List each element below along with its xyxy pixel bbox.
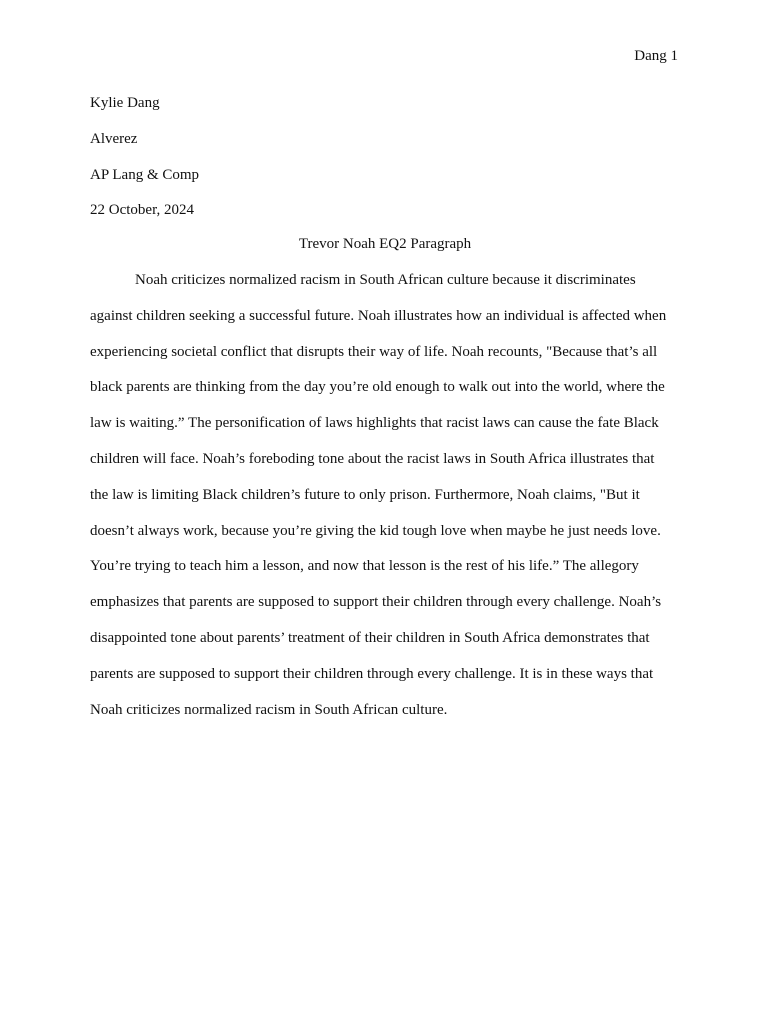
paragraph-line: emphasizes that parents are supposed to support their children through every challenge. Noah’s <box>90 594 662 611</box>
student-name: Kylie Dang <box>90 95 160 111</box>
page-header-label: Dang 1 <box>634 48 678 64</box>
paragraph-line: disappointed tone about parents’ treatment of their children in South Africa demonstrates that <box>90 629 650 646</box>
date: 22 October, 2024 <box>90 202 194 219</box>
paragraph-line: Noah criticizes normalized racism in South African culture. <box>90 701 448 718</box>
paragraph-line: Noah criticizes normalized racism in South African culture because it discriminates <box>135 272 636 288</box>
paragraph-line: parents are supposed to support their children through every challenge. It is in these ways that <box>90 665 654 682</box>
paragraph-line: black parents are thinking from the day you’re old enough to walk out into the world, where the <box>90 379 665 396</box>
paragraph-line: children will face. Noah’s foreboding tone about the racist laws in South Africa illustrates that <box>90 450 655 467</box>
paragraph-line: experiencing societal conflict that disrupts their way of life. Noah recounts, "Because that’s all <box>90 343 658 360</box>
teacher-name: Alverez <box>90 130 138 147</box>
paragraph-line: doesn’t always work, because you’re giving the kid tough love when maybe he just needs love. <box>90 522 661 539</box>
paragraph-line: You’re trying to teach him a lesson, and now that lesson is the rest of his life.” The allegory <box>90 558 639 575</box>
course-name: AP Lang & Comp <box>90 166 200 183</box>
paragraph-line: against children seeking a successful future. Noah illustrates how an individual is affected when <box>90 307 667 324</box>
paragraph-line: law is waiting.” The personification of laws highlights that racist laws can cause the fate Black <box>90 415 659 432</box>
document-title: Trevor Noah EQ2 Paragraph <box>298 236 472 252</box>
paragraph-line: the law is limiting Black children’s future to only prison. Furthermore, Noah claims, "But it <box>90 486 640 503</box>
body-paragraph <box>90 263 680 728</box>
mla-heading <box>90 86 680 229</box>
